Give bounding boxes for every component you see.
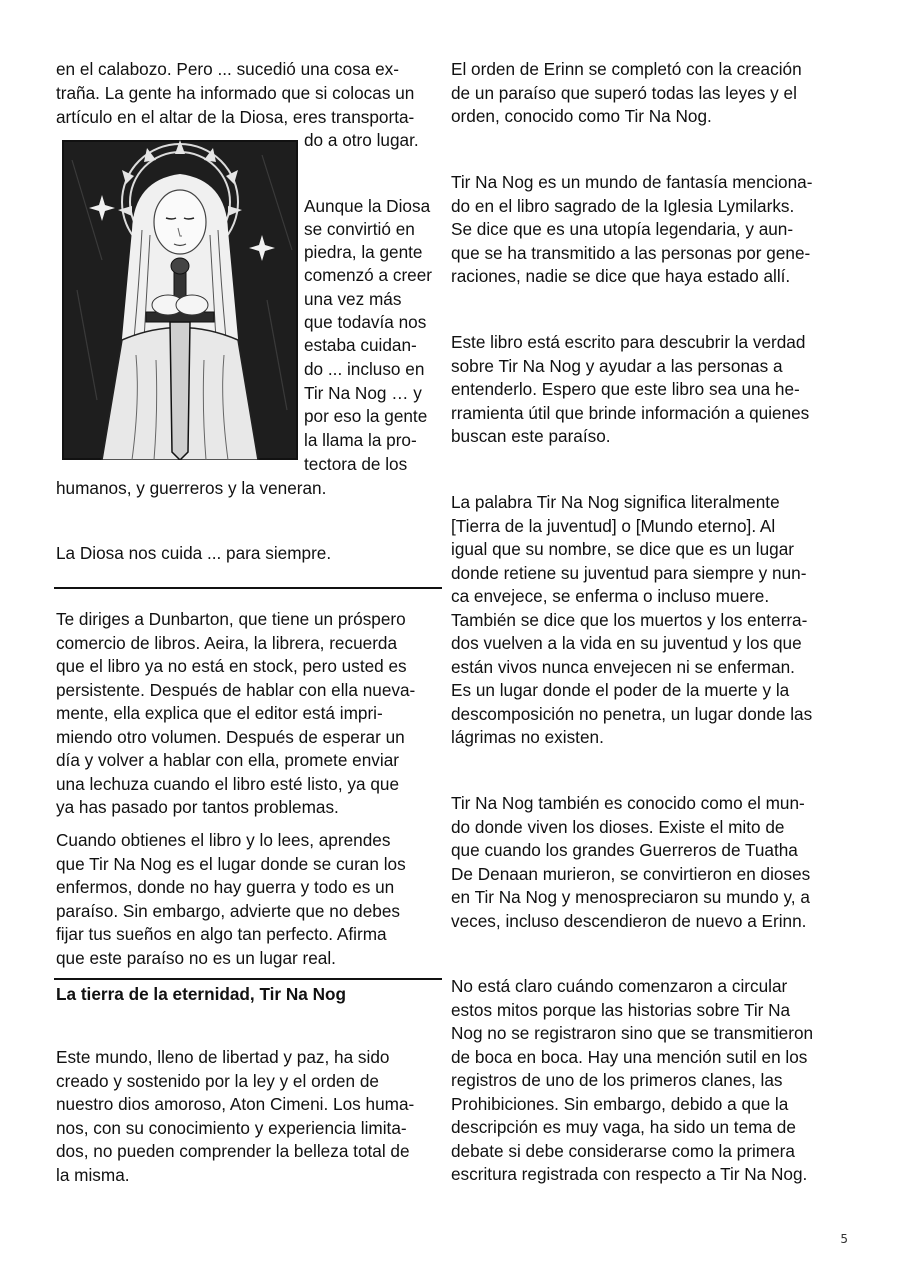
body-text-line: Se dice que es una utopía legendaria, y aun- xyxy=(451,219,794,239)
body-text-line: Cuando obtienes el libro y lo lees, aprendes xyxy=(56,830,391,850)
body-text-line: Prohibiciones. Sin embargo, debido a que la xyxy=(451,1094,789,1114)
body-text-line: do a otro lugar. xyxy=(304,130,419,150)
body-text-line: artículo en el altar de la Diosa, eres transporta- xyxy=(56,107,415,127)
body-text-line: donde retiene su juventud para siempre y nun- xyxy=(451,563,807,583)
body-text-line: debate si debe considerarse como la primera xyxy=(451,1141,795,1161)
body-text-line: descomposición no penetra, un lugar donde las xyxy=(451,704,813,724)
body-text-line: descripción es muy vaga, ha sido un tema de xyxy=(451,1117,796,1137)
body-text-line: ya has pasado por tantos problemas. xyxy=(56,797,339,817)
body-text-line: Este mundo, lleno de libertad y paz, ha sido xyxy=(56,1047,390,1067)
body-text-line: sobre Tir Na Nog y ayudar a las personas a xyxy=(451,356,783,376)
section-divider xyxy=(54,587,442,589)
body-text-line: rramienta útil que brinde información a quienes xyxy=(451,403,810,423)
page-number: 5 xyxy=(840,1232,848,1246)
body-text-line: registros de uno de los primeros clanes, las xyxy=(451,1070,783,1090)
body-text-line: do en el libro sagrado de la Iglesia Lymilarks. xyxy=(451,196,795,216)
body-text-line: persistente. Después de hablar con ella nueva- xyxy=(56,680,416,700)
body-text-line: en el calabozo. Pero ... sucedió una cosa ex- xyxy=(56,59,400,79)
body-text-line: que cuando los grandes Guerreros de Tuatha xyxy=(451,840,798,860)
body-text-line: do ... incluso en xyxy=(304,359,425,379)
body-text-line: que todavía nos xyxy=(304,312,427,332)
body-text-line: estos mitos porque las historias sobre Tir Na xyxy=(451,1000,791,1020)
body-text-line: estaba cuidan- xyxy=(304,335,417,355)
body-text-line: de un paraíso que superó todas las leyes y el xyxy=(451,83,797,103)
body-text-line: do donde viven los dioses. Existe el mito de xyxy=(451,817,785,837)
body-text-line: Te diriges a Dunbarton, que tiene un próspero xyxy=(56,609,406,629)
body-text-line: comenzó a creer xyxy=(304,265,433,285)
body-text-line: paraíso. Sin embargo, advierte que no debes xyxy=(56,901,400,921)
body-text-line: El orden de Erinn se completó con la creación xyxy=(451,59,802,79)
body-text-line: una vez más xyxy=(304,289,402,309)
body-text-line: por eso la gente xyxy=(304,406,428,426)
body-text-line: [Tierra de la juventud] o [Mundo eterno]. Al xyxy=(451,516,776,536)
body-text-line: No está claro cuándo comenzaron a circular xyxy=(451,976,788,996)
body-text-line: nos, con su conocimiento y experiencia limita- xyxy=(56,1118,407,1138)
body-text-line: Tir Na Nog … y xyxy=(304,383,422,403)
body-text-line: Aunque la Diosa xyxy=(304,196,431,216)
body-text-line: piedra, la gente xyxy=(304,242,423,262)
body-text-line: están vivos nunca envejecen ni se enferman. xyxy=(451,657,795,677)
body-text-line: enfermos, donde no hay guerra y todo es un xyxy=(56,877,395,897)
body-text-line: La palabra Tir Na Nog significa literalmente xyxy=(451,492,780,512)
body-text-line: día y volver a hablar con ella, promete enviar xyxy=(56,750,399,770)
body-text-line: miendo otro volumen. Después de esperar un xyxy=(56,727,405,747)
body-text-line: orden, conocido como Tir Na Nog. xyxy=(451,106,712,126)
body-text-line: traña. La gente ha informado que si colocas un xyxy=(56,83,415,103)
body-text-line: Este libro está escrito para descubrir la verdad xyxy=(451,332,806,352)
body-text-line: humanos, y guerreros y la veneran. xyxy=(56,478,327,498)
body-text-line: la misma. xyxy=(56,1165,130,1185)
body-text-line: escritura registrada con respecto a Tir Na Nog. xyxy=(451,1164,808,1184)
body-text-line: en Tir Na Nog y menospreciaron su mundo y, a xyxy=(451,887,810,907)
body-text-line: Es un lugar donde el poder de la muerte y la xyxy=(451,680,790,700)
body-text-line: igual que su nombre, se dice que es un lugar xyxy=(451,539,795,559)
body-text-line: se convirtió en xyxy=(304,219,415,239)
body-text-line: Tir Na Nog también es conocido como el mun- xyxy=(451,793,805,813)
body-text-line: de boca en boca. Hay una mención sutil en los xyxy=(451,1047,808,1067)
body-text-line: la llama la pro- xyxy=(304,430,417,450)
body-text-line: dos vuelven a la vida en su juventud y los que xyxy=(451,633,802,653)
section-divider xyxy=(54,978,442,980)
body-text-line: También se dice que los muertos y los enterra- xyxy=(451,610,808,630)
body-text-line: mente, ella explica que el editor está impri- xyxy=(56,703,383,723)
body-text-line: que se ha transmitido a las personas por gene- xyxy=(451,243,811,263)
body-text-line: dos, no pueden comprender la belleza total de xyxy=(56,1141,410,1161)
body-text-line: buscan este paraíso. xyxy=(451,426,611,446)
body-text-line: una lechuza cuando el libro esté listo, ya que xyxy=(56,774,400,794)
body-text-line: que Tir Na Nog es el lugar donde se curan los xyxy=(56,854,406,874)
body-text-line: nuestro dios amoroso, Aton Cimeni. Los huma- xyxy=(56,1094,415,1114)
body-text-line: ca envejece, se enferma o incluso muere. xyxy=(451,586,770,606)
goddess-illustration xyxy=(62,140,298,460)
body-text-line: que el libro ya no está en stock, pero usted es xyxy=(56,656,407,676)
body-text-line: Tir Na Nog es un mundo de fantasía menciona- xyxy=(451,172,813,192)
body-text-line: creado y sostenido por la ley y el orden de xyxy=(56,1071,379,1091)
body-text-line: De Denaan murieron, se convirtieron en dioses xyxy=(451,864,811,884)
body-text-line: Nog no se registraron sino que se transmitieron xyxy=(451,1023,814,1043)
body-text-line: fijar tus sueños en algo tan perfecto. Afirma xyxy=(56,924,387,944)
body-text-line: raciones, nadie se dice que haya estado allí. xyxy=(451,266,791,286)
body-text-line: que este paraíso no es un lugar real. xyxy=(56,948,336,968)
body-text-line: comercio de libros. Aeira, la librera, recuerda xyxy=(56,633,398,653)
body-text-line: La Diosa nos cuida ... para siempre. xyxy=(56,543,332,563)
section-heading: La tierra de la eternidad, Tir Na Nog xyxy=(56,984,347,1004)
body-text-line: veces, incluso descendieron de nuevo a Erinn. xyxy=(451,911,807,931)
body-text-line: tectora de los xyxy=(304,454,408,474)
body-text-line: lágrimas no existen. xyxy=(451,727,604,747)
body-text-line: entenderlo. Espero que este libro sea una he- xyxy=(451,379,800,399)
